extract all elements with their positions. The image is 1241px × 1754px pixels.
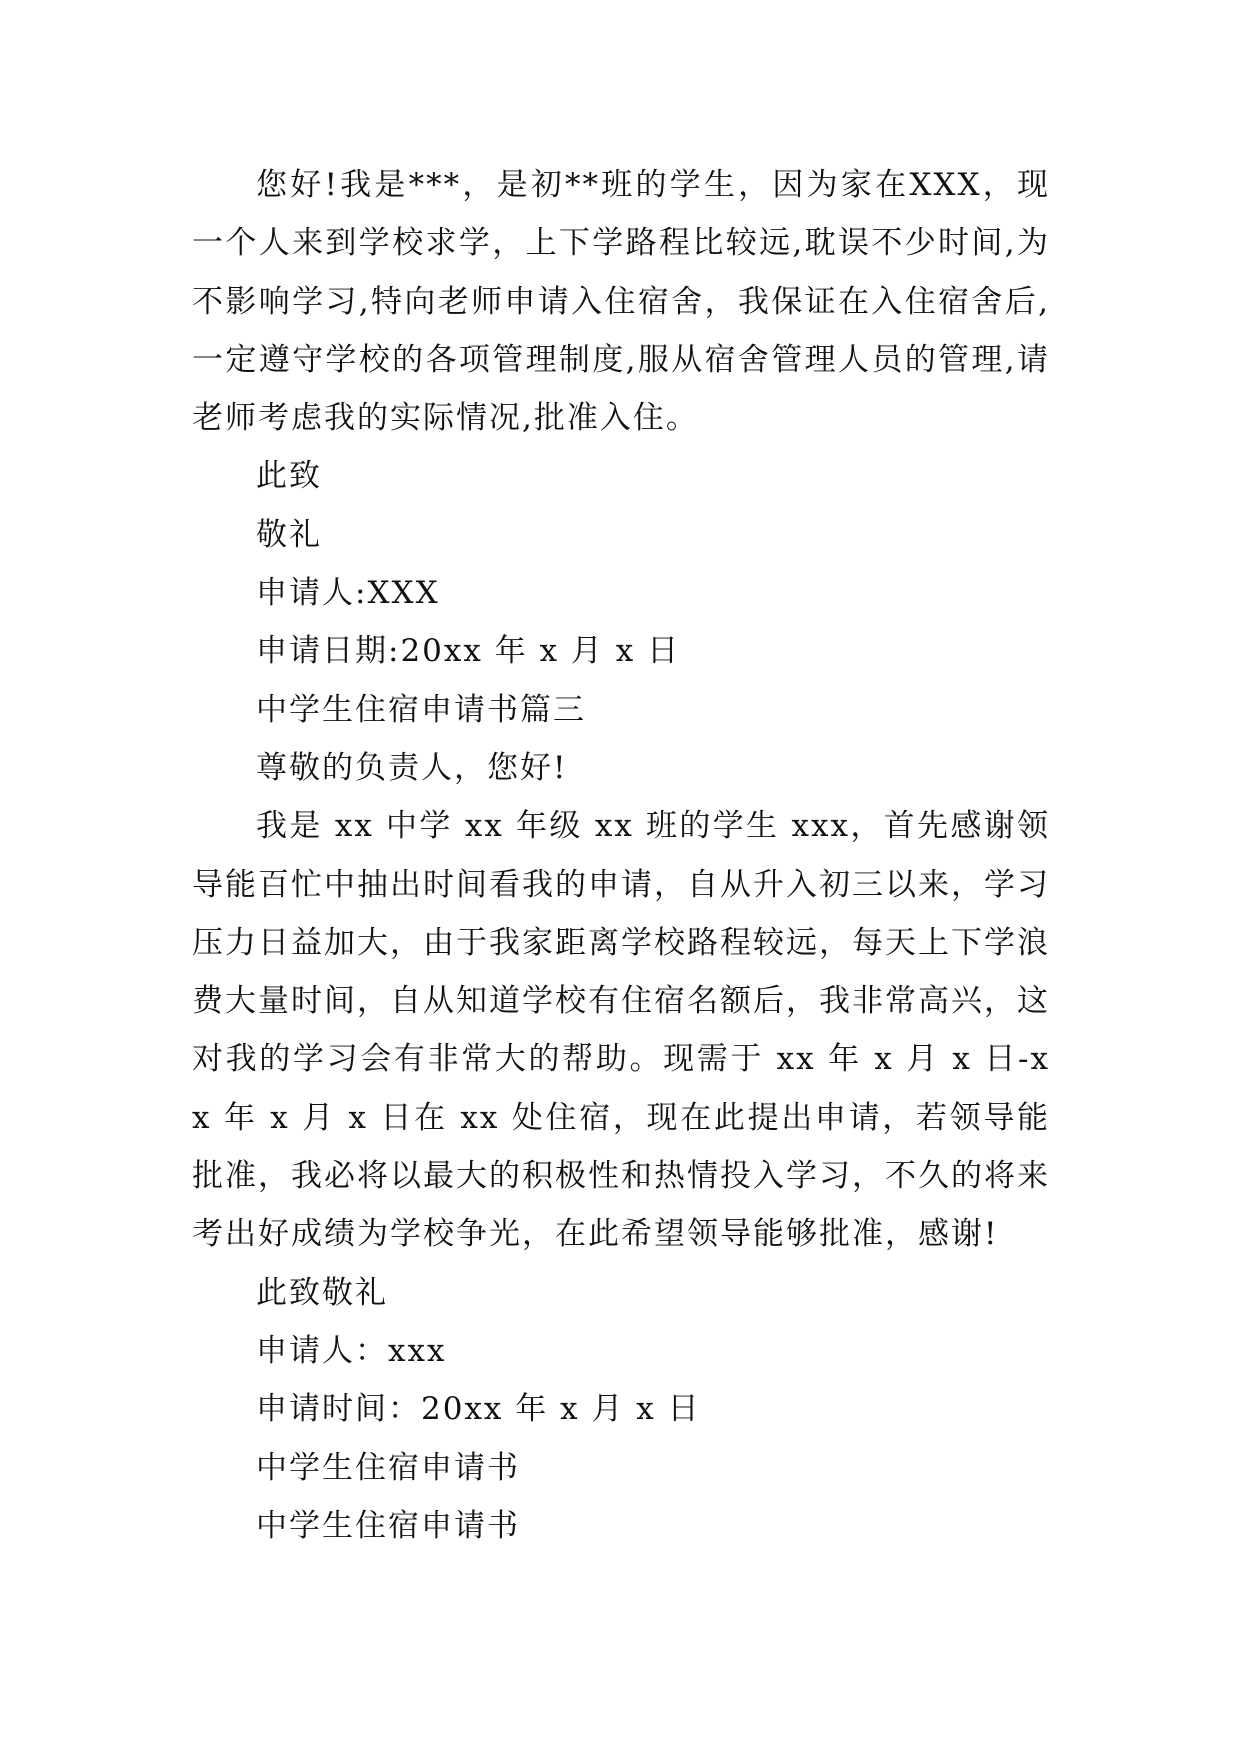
date-line: 申请日期:20xx 年 x 月 x 日 (256, 633, 681, 670)
date-line-2: 申请时间：20xx 年 x 月 x 日 (256, 1391, 701, 1428)
paragraph-request: 我是 xx 中学 xx 年级 xx 班的学生 xxx，首先感谢领导能百忙中抽出时间看我的申请，自从升入初三以来，学习压力日益加大，由于我家距离学校路程较远，每天上下学浪费大量时间，自从知道学校有住宿名额后，我非常高兴，这对我的学习会有非常大的帮助。现需于 xx 年 x 月 x 日-xx 年 x 月 x 日在 xx 处住宿，现在此提出申请，若领导能批准，我必将以最大的积极性和热情投入学习，不久的将来考出好成绩为学校争光，在此希望领导能够批准，感谢! (192, 808, 1050, 1253)
paragraph-intro: 您好!我是***，是初**班的学生，因为家在XXX，现一个人来到学校求学，上下学路程比较远,耽误不少时间,为不影响学习,特向老师申请入住宿舍，我保证在入住宿舍后,一定遵守学校的各项管理制度,服从宿舍管理人员的管理,请老师考虑我的实际情况,批准入住。 (192, 167, 1050, 437)
footer-title-2: 中学生住宿申请书 (256, 1507, 520, 1544)
greeting-line: 尊敬的负责人，您好! (256, 749, 568, 786)
closing-line-2: 此致敬礼 (256, 1274, 388, 1311)
section-title: 中学生住宿申请书篇三 (256, 691, 586, 728)
salute-line: 敬礼 (256, 516, 322, 553)
footer-title-1: 中学生住宿申请书 (256, 1449, 520, 1486)
applicant-line: 申请人:XXX (256, 575, 440, 612)
document-body (192, 156, 1050, 1555)
applicant-line-2: 申请人：xxx (256, 1332, 447, 1369)
closing-line: 此致 (256, 458, 322, 495)
